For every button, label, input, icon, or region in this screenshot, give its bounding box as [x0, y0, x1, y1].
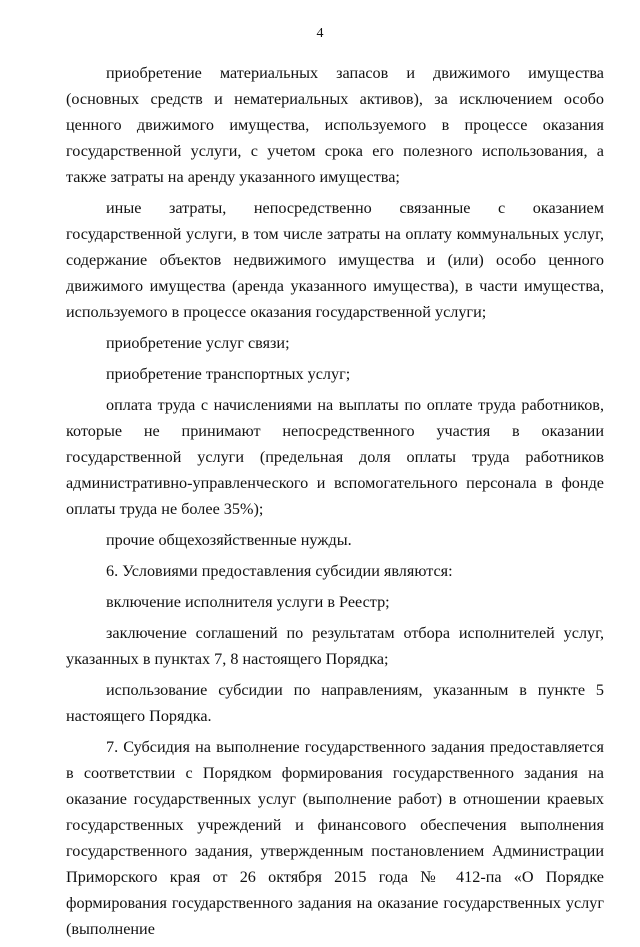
paragraph-agreements: заключение соглашений по результатам отбора исполнителей услуг, указанных в пунктах 7, 8 настоящего Порядка;: [66, 624, 604, 668]
paragraph-general-needs: прочие общехозяйственные нужды.: [106, 531, 352, 549]
paragraph-labor-payment: оплата труда с начислениями на выплаты по оплате труда работников, которые не принимают непосредственного участия в оказании государственной услуги (предельная доля оплаты труда работников административно-управленческого и вспомогательного персонала в фонде оплаты труда не более 35%);: [66, 396, 604, 518]
paragraph-registry-inclusion: включение исполнителя услуги в Реестр;: [106, 593, 390, 611]
paragraph-other-costs: иные затраты, непосредственно связанные с оказанием государственной услуги, в том числе затраты на оплату коммунальных услуг, содержание объектов недвижимого имущества и (или) особо ценного движимого имущества (аренда указанного имущества), в части имущества, используемого в процессе оказания государственной услуги;: [66, 199, 604, 321]
paragraph-subsidy-use: использование субсидии по направлениям, указанным в пункте 5 настоящего Порядка.: [66, 681, 604, 725]
page-number: 4: [316, 26, 324, 41]
paragraph-section-7: 7. Субсидия на выполнение государственного задания предоставляется в соответствии с Порядком формирования государственного задания на оказание государственных услуг (выполнение работ) в отношении краевых государственных учреждений и финансового обеспечения выполнения государственного задания, утвержденным постановлением Администрации Приморского края от 26 октября 2015 года № 412-па «О Порядке формирования государственного задания на оказание государственных услуг (выполнение: [66, 738, 604, 938]
paragraph-transport-services: приобретение транспортных услуг;: [106, 365, 351, 383]
paragraph-communication-services: приобретение услуг связи;: [106, 334, 290, 352]
document-body: [66, 60, 604, 947]
paragraph-material-assets: приобретение материальных запасов и движимого имущества (основных средств и нематериальных активов), за исключением особо ценного движимого имущества, используемого в процессе оказания государственной услуги, с учетом срока его полезного использования, а также затраты на аренду указанного имущества;: [66, 64, 604, 186]
paragraph-section-6: 6. Условиями предоставления субсидии являются:: [106, 562, 453, 580]
